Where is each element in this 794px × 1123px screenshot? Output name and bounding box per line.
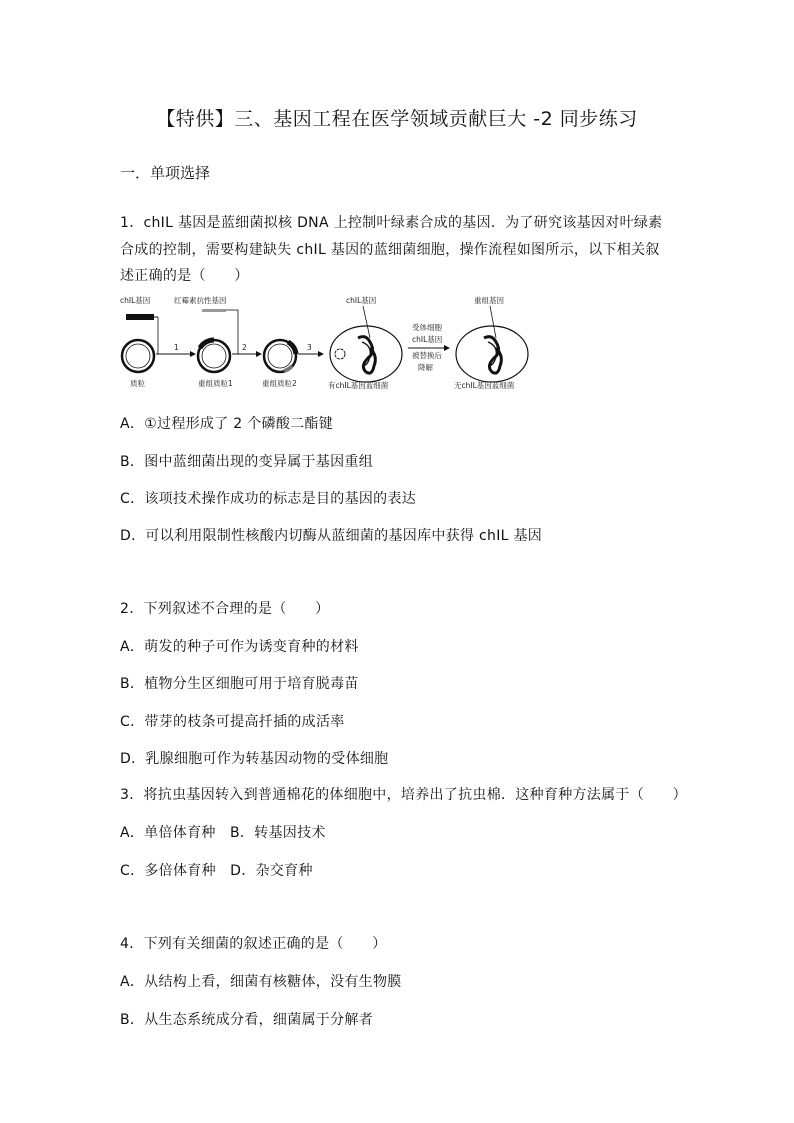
page-title: 【特供】三、基因工程在医学领域贡献巨大 -2 同步练习 (156, 108, 638, 130)
q2-option-d: D．乳腺细胞可作为转基因动物的受体细胞 (120, 751, 389, 767)
diagram-label-plasmid: 质粒 (130, 379, 145, 388)
diagram-step-2: 2 (242, 343, 247, 352)
diagram-process-line-2: chIL基因 (412, 335, 443, 344)
q1-stem-line-1: 1．chIL 基因是蓝细菌拟核 DNA 上控制叶绿素合成的基因．为了研究该基因对叶绿素 (120, 215, 663, 231)
q4-option-a: A．从结构上看，细菌有核糖体，没有生物膜 (120, 974, 402, 990)
resistance-gene-bar (202, 309, 226, 312)
diagram-step-3: 3 (307, 343, 312, 352)
diagram-label-recombinant-2: 重组质粒2 (262, 379, 297, 388)
diagram-process-line-1: 受体细胞 (412, 323, 442, 332)
q1-option-b: B．图中蓝细菌出现的变异属于基因重组 (120, 454, 374, 470)
q3-option-line-2: C．多倍体育种 D．杂交育种 (120, 863, 313, 879)
q1-stem-line-3: 述正确的是（ ） (120, 268, 249, 284)
diagram-step-1: 1 (174, 343, 179, 352)
q2-option-b: B．植物分生区细胞可用于培育脱毒苗 (120, 676, 359, 692)
q2-option-c: C．带芽的枝条可提高扦插的成活率 (120, 714, 345, 730)
q4-stem: 4．下列有关细菌的叙述正确的是（ ） (120, 936, 387, 952)
diagram-label-without-chil: 无chIL基因蓝细菌 (454, 381, 515, 390)
chil-gene-bar (126, 314, 154, 320)
q1-option-a: A．①过程形成了 2 个磷酸二酯键 (120, 416, 334, 432)
gene-engineering-diagram (118, 292, 548, 392)
plasmid-circle (122, 340, 154, 372)
q2-option-a: A．萌发的种子可作为诱变育种的材料 (120, 639, 359, 655)
q3-option-line-1: A．单倍体育种 B．转基因技术 (120, 825, 326, 841)
section-heading: 一．单项选择 (120, 164, 211, 182)
q4-option-b: B．从生态系统成分看，细菌属于分解者 (120, 1012, 374, 1028)
diagram-label-recombinant-1: 重组质粒1 (198, 379, 233, 388)
q3-stem: 3．将抗虫基因转入到普通棉花的体细胞中，培养出了抗虫棉．这种育种方法属于（ ） (120, 787, 687, 803)
diagram-label-with-chil: 有chIL基因蓝细菌 (328, 381, 389, 390)
diagram-process-line-4: 降解 (418, 363, 433, 372)
q1-stem-line-2: 合成的控制，需要构建缺失 chIL 基因的蓝细菌细胞，操作流程如图所示，以下相关叙 (120, 242, 660, 258)
diagram-label-chil-gene: chIL基因 (120, 296, 151, 305)
diagram-process-line-3: 被替换后 (412, 351, 442, 360)
diagram-label-cell-chil: chIL基因 (346, 296, 377, 305)
q2-stem: 2．下列叙述不合理的是（ ） (120, 601, 330, 617)
diagram-label-resistance-gene: 红霉素抗性基因 (174, 296, 227, 305)
q1-option-c: C．该项技术操作成功的标志是目的基因的表达 (120, 491, 417, 507)
diagram-label-cell-recomb: 重组基因 (474, 296, 504, 305)
q1-option-d: D．可以利用限制性核酸内切酶从蓝细菌的基因库中获得 chIL 基因 (120, 528, 543, 544)
